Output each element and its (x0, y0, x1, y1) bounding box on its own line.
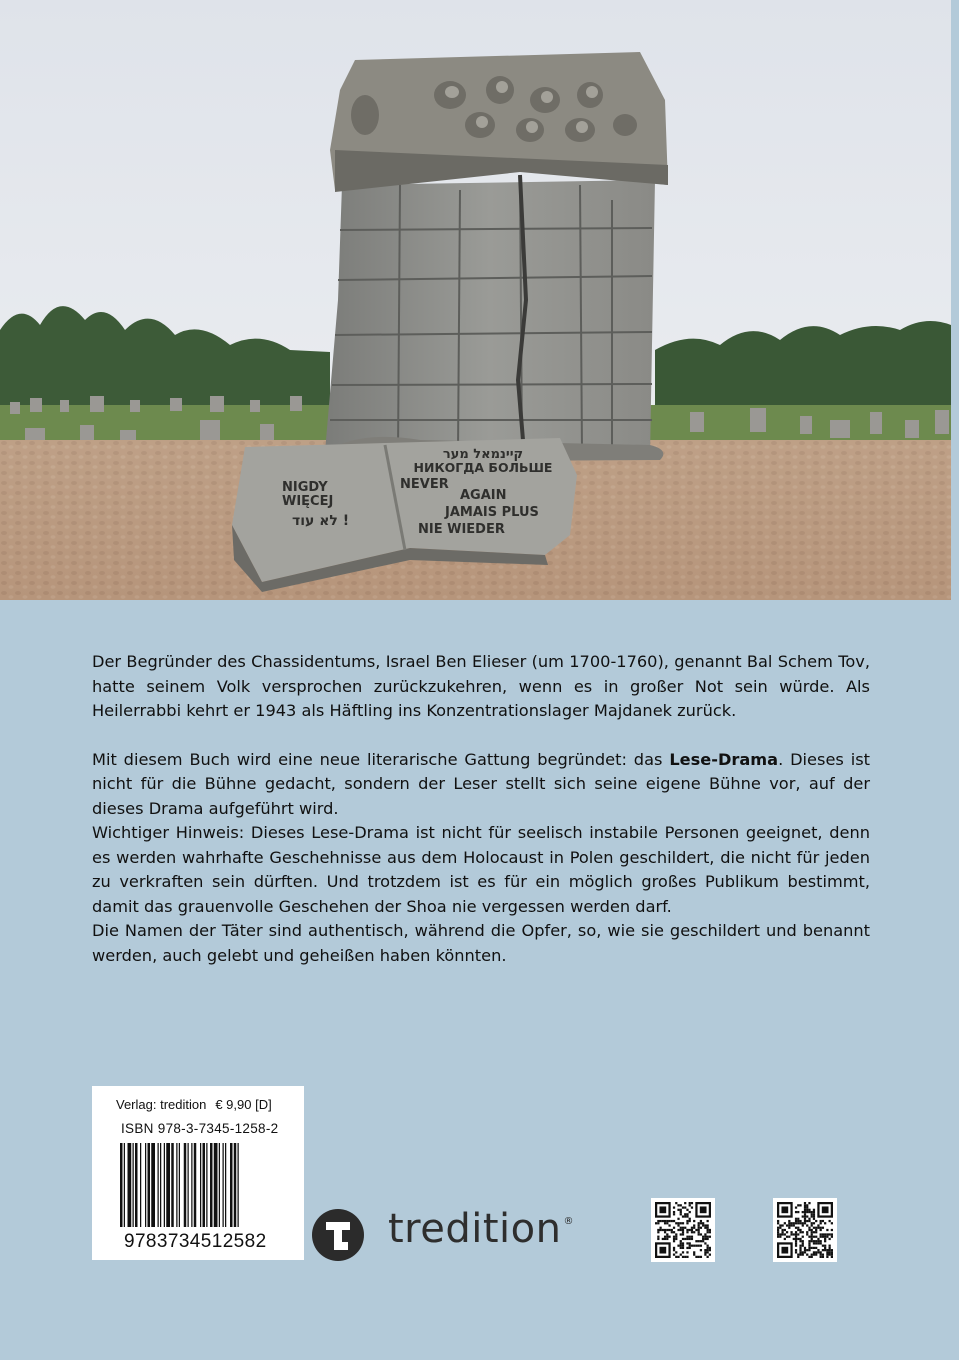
inscription-polish-2: WIĘCEJ (282, 494, 334, 509)
blurb-paragraph-1: Der Begründer des Chassidentums, Israel Ben Elieser (um 1700-1760), genannt Bal Schem Tov, hatte seinem Volk versprochen zurückzukehren, wenn es in großer Not sein würde. Als Heilerrabbi kehrt er 1943 als Häftling ins Konzentrationslager Majdanek zurück. (92, 652, 870, 720)
inscription-german: NIE WIEDER (418, 522, 505, 537)
barcode-icon (120, 1143, 276, 1231)
qr-code-icon (773, 1198, 837, 1262)
memorial-photo (0, 0, 951, 600)
barcode-box (92, 1086, 304, 1260)
blurb-paragraph-4: Die Namen der Täter sind authentisch, während die Opfer, so, wie sie geschildert und benannt werden, auch gelebt und geheißen haben könnten. (92, 921, 870, 965)
publisher-price-line (116, 1097, 272, 1112)
blurb-p2-end: . Dieses ist nicht für die Bühne gedacht, sondern der Leser stellt sich seine eigene Bühne vor, auf der dieses Drama aufgeführt wird. (92, 749, 870, 818)
price-label: € 9,90 [D] (215, 1097, 272, 1112)
publisher-label: Verlag: tredition (116, 1097, 207, 1112)
trademark-symbol: ® (563, 1216, 574, 1227)
inscription-russian: НИКОГДА БОЛЬШЕ (413, 460, 553, 475)
inscription-french: JAMAIS PLUS (445, 505, 539, 520)
memorial-photo-image (0, 0, 951, 600)
inscription-english-2: AGAIN (460, 488, 507, 503)
isbn-label: ISBN 978-3-7345-1258-2 (121, 1121, 279, 1136)
tredition-t-icon (312, 1209, 364, 1261)
inscription-hebrew-bottom: לא עוד ! (292, 513, 350, 529)
inscription-polish-1: NIGDY (282, 480, 328, 495)
logo-wordmark (388, 1206, 574, 1252)
logo-name: tredition (388, 1206, 562, 1252)
inscription-english-1: NEVER (400, 477, 449, 492)
ean-digits: 9783734512582 (124, 1231, 267, 1252)
blurb-paragraph-3: Wichtiger Hinweis: Dieses Lese-Drama ist nicht für seelisch instabile Personen geeignet, denn es werden wahrhafte Geschehnisse aus dem Holocaust in Polen geschildert, die nicht für jeden zu verkraften sein dürften. Und trotzdem ist es für ein möglich großes Publikum bestimmt, damit das grauenvolle Geschehen der Shoa nie vergessen werden darf. (92, 823, 870, 916)
blurb-p2-bold: Lese-Drama (669, 749, 779, 769)
back-cover-blurb (92, 650, 870, 968)
qr-code-icon (651, 1198, 715, 1262)
blurb-p2-start: Mit diesem Buch wird eine neue literarische Gattung begründet: das (92, 749, 670, 769)
inscription-hebrew-top: קיינמאל מער (442, 447, 524, 462)
blurb-paragraph-2 (92, 748, 870, 822)
